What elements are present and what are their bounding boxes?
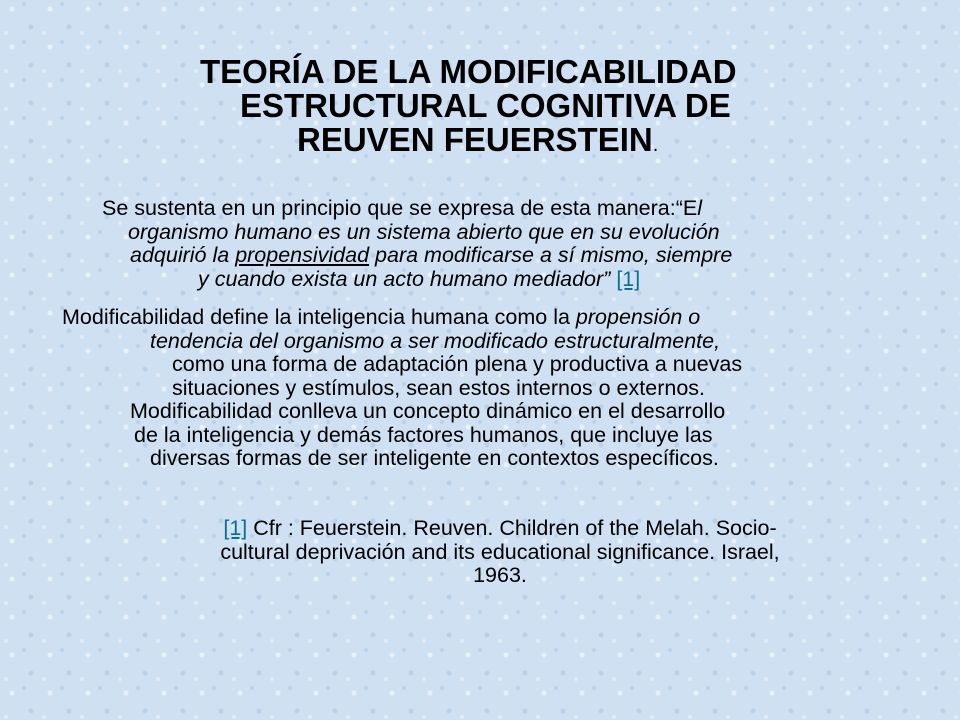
definition-line-1-text: Modificabilidad define la inteligencia humana como la [62,305,576,329]
footnote-anchor-link[interactable]: [1] [223,516,248,540]
definition-line-3: como una forma de adaptación plena y productiva a nuevas [172,352,743,376]
footnote-ref-link[interactable]: [1] [616,266,641,291]
title-line-1: TEORÍA DE LA MODIFICABILIDAD [200,53,737,90]
principle-line-4-italic: y cuando exista un acto humano mediador” [198,266,617,291]
definition-line-7: diversas formas de ser inteligente en contextos específicos. [150,446,719,470]
propensividad-term: propensividad [235,243,370,267]
footnote-line-1-text: Cfr : Feuerstein. Reuven. Children of the Melah. Socio- [247,516,777,540]
footnote-line-1 [150,517,850,541]
principle-line-3 [102,244,882,268]
principle-line-3-prefix: adquirió la [130,243,236,267]
definition-line-1 [62,306,892,330]
definition-line-4: situaciones y estímulos, sean estos internos o externos. [172,375,705,400]
slide-title [200,55,820,162]
principle-line-1-italic: l [697,196,702,220]
title-line-2: ESTRUCTURAL COGNITIVA DE [240,87,731,124]
title-line-3-text: REUVEN FEUERSTEIN [297,121,653,158]
footnote-line-2: cultural deprivación and its educational significance. Israel, [220,539,780,564]
footnote-line-3: 1963. [473,563,527,587]
definition-line-2-italic: tendencia del organismo a ser modificado estructuralmente, [150,328,721,353]
principle-paragraph [102,197,882,291]
title-period: . [652,134,659,156]
principle-line-1 [102,197,882,221]
principle-line-3-suffix: para modificarse a sí mismo, siempre [369,243,733,267]
definition-line-5: Modificabilidad conlleva un concepto dinámico en el desarrollo [130,399,726,423]
principle-line-1-text: Se sustenta en un principio que se expresa de esta manera:“E [102,196,698,220]
principle-line-2-italic: organismo humano es un sistema abierto que en su evolución [128,219,720,244]
definition-paragraph [62,306,892,471]
principle-line-2 [102,221,882,245]
definition-line-1-italic: propensión o [575,305,701,329]
footnote [150,517,850,588]
definition-line-2 [62,330,892,354]
title-line-3 [200,123,820,162]
definition-line-6: de la inteligencia y demás factores humanos, que incluye las [134,422,713,447]
principle-line-4 [102,268,882,292]
